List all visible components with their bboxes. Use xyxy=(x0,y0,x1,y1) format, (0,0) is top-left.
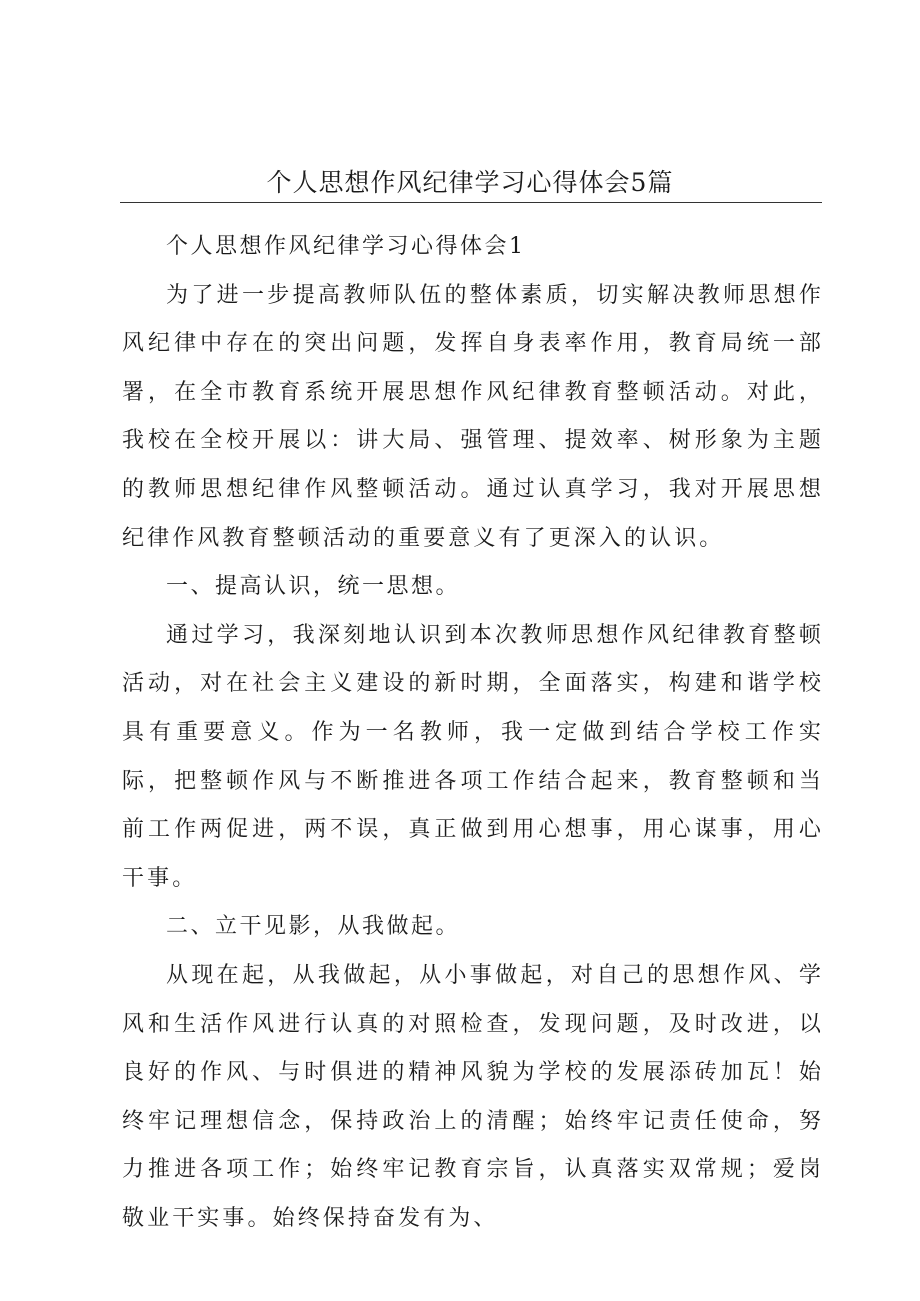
section-heading-1: 一、提高认识，统一思想。 xyxy=(166,574,461,600)
document-body xyxy=(122,223,824,1243)
paragraph-section-1: 通过学习，我深刻地认识到本次教师思想作风纪律教育整顿活动，对在社会主义建设的新时期，全面落实，构建和谐学校具有重要意义。作为一名教师，我一定做到结合学校工作实际，把整顿作风与不断推进各项工作结合起来，教育整顿和当前工作两促进，两不误，真正做到用心想事，用心谋事，用心干事。 xyxy=(122,622,824,891)
document-title: 个人思想作风纪律学习心得体会5篇 xyxy=(266,168,674,197)
article-heading: 个人思想作风纪律学习心得体会1 xyxy=(166,234,526,259)
section-heading-2: 二、立干见影，从我做起。 xyxy=(166,914,461,940)
title-underline xyxy=(120,202,822,203)
paragraph-intro: 为了进一步提高教师队伍的整体素质，切实解决教师思想作风纪律中存在的突出问题，发挥自身表率作用，教育局统一部署，在全市教育系统开展思想作风纪律教育整顿活动。对此，我校在全校开展以：讲大局、强管理、提效率、树形象为主题的教师思想纪律作风整顿活动。通过认真学习，我对开展思想纪律作风教育整顿活动的重要意义有了更深入的认识。 xyxy=(122,282,824,551)
paragraph-section-2: 从现在起，从我做起，从小事做起，对自己的思想作风、学风和生活作风进行认真的对照检查，发现问题，及时改进，以良好的作风、与时俱进的精神风貌为学校的发展添砖加瓦！始终牢记理想信念，保持政治上的清醒；始终牢记责任使命，努力推进各项工作；始终牢记教育宗旨，认真落实双常规；爱岗敬业干实事。始终保持奋发有为、 xyxy=(122,962,824,1231)
